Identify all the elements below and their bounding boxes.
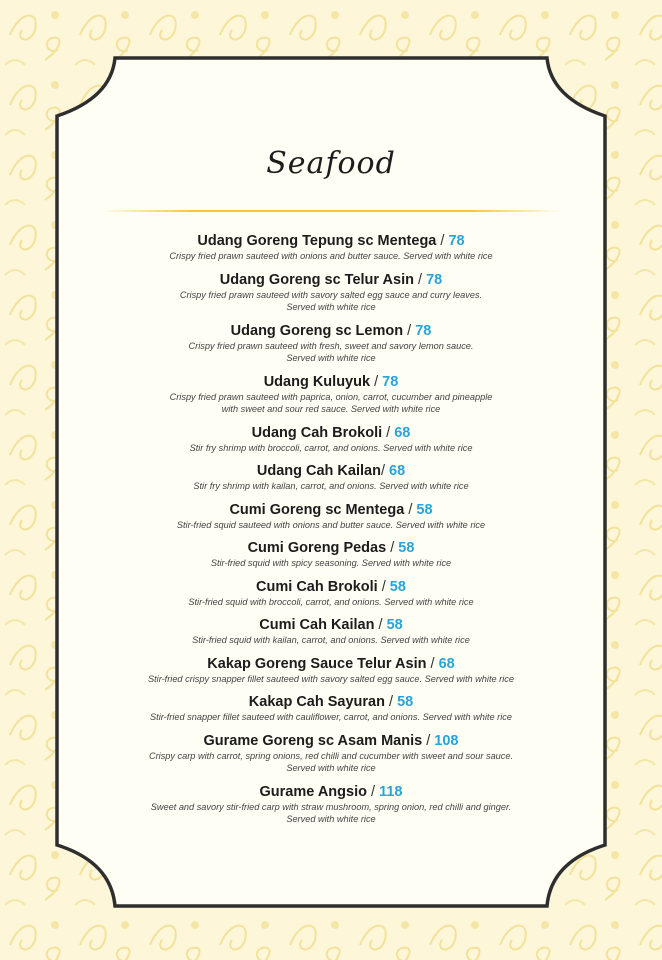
description-line: Crispy carp with carrot, spring onions, red chilli and cucumber with sweet and sour sauce. [148, 750, 514, 761]
menu-item-name: Udang Goreng sc Telur Asin [219, 271, 414, 288]
description-line: Crispy fried prawn sauteed with paprica, onion, carrot, cucumber and pineapple [169, 391, 493, 402]
menu-item [60, 322, 602, 365]
menu-item-name: Udang Cah Brokoli [251, 424, 383, 441]
menu-item-price: 58 [389, 578, 406, 595]
description-line: Stir-fried squid with broccoli, carrot, and onions. Served with white rice [188, 596, 474, 607]
menu-item-heading [60, 539, 602, 557]
menu-item [60, 732, 602, 775]
description-line: Stir fry shrimp with kailan, carrot, and onions. Served with white rice [193, 481, 469, 491]
menu-item-heading [60, 655, 602, 673]
menu-item-description [60, 557, 602, 570]
description-line: Stir-fried squid with spicy seasoning. Served with white rice [210, 558, 452, 568]
price-separator: / [422, 732, 435, 749]
menu-item-description [60, 289, 602, 314]
price-separator: / [377, 578, 390, 595]
price-separator: / [370, 373, 383, 390]
description-line: Served with white rice [286, 814, 376, 824]
menu-item-name: Kakap Cah Sayuran [248, 694, 385, 710]
menu-item-price: 58 [397, 694, 414, 710]
description-line: Crispy fried prawn sauteed with fresh, sweet and savory lemon sauce. [188, 340, 474, 351]
menu-item [60, 655, 602, 686]
price-separator: / [374, 617, 387, 633]
description-line: Served with white rice [286, 763, 376, 773]
title-divider [100, 210, 562, 212]
menu-item-heading [60, 373, 602, 391]
price-separator: / [404, 501, 417, 518]
menu-item-name: Cumi Goreng sc Mentega [229, 501, 405, 518]
menu-item [60, 616, 602, 647]
menu-item-price: 68 [394, 424, 411, 441]
menu-item-price: 58 [416, 501, 433, 518]
menu-item-heading [60, 693, 602, 711]
menu-item-price: 118 [379, 783, 403, 800]
menu-item-name: Cumi Cah Kailan [259, 617, 375, 633]
menu-item-heading [60, 783, 602, 801]
menu-item-description [60, 711, 602, 724]
menu-item-name: Kakap Goreng Sauce Telur Asin [207, 655, 427, 672]
menu-item [60, 424, 602, 455]
description-line: Served with white rice [286, 353, 376, 363]
menu-item-price: 78 [448, 233, 465, 249]
menu-item [60, 783, 602, 826]
description-line: Crispy fried prawn sauteed with onions and butter sauce. Served with white rice [169, 251, 493, 261]
menu-item-price: 78 [382, 373, 399, 390]
menu-item-name: Udang Goreng sc Lemon [230, 322, 404, 339]
menu-item-name: Udang Cah Kailan [256, 463, 381, 479]
price-separator: / [380, 463, 389, 479]
menu-item-description [60, 391, 602, 416]
description-line: with sweet and sour red sauce. Served with white rice [221, 404, 441, 414]
description-line: Sweet and savory stir-fried carp with straw mushroom, spring onion, red chilli and ginger. [150, 801, 512, 812]
menu-item-price: 68 [438, 655, 455, 672]
menu-item [60, 271, 602, 314]
price-separator: / [386, 540, 399, 556]
menu-item-heading [60, 424, 602, 442]
menu-item-name: Udang Kuluyuk [263, 373, 371, 390]
menu-item-description [60, 519, 602, 532]
menu-item [60, 501, 602, 532]
menu-item-heading [60, 322, 602, 340]
description-line: Crispy fried prawn sauteed with savory salted egg sauce and curry leaves. [179, 289, 483, 300]
menu-item-heading [60, 732, 602, 750]
menu-item-heading [60, 501, 602, 519]
description-line: Stir fry shrimp with broccoli, carrot, and onions. Served with white rice [189, 442, 473, 453]
price-separator: / [366, 783, 380, 800]
price-separator: / [384, 694, 398, 710]
price-separator: / [436, 233, 449, 249]
menu-section-title: Seafood [266, 146, 396, 181]
menu-item-price: 68 [389, 463, 406, 479]
menu-item-description [60, 750, 602, 775]
description-line: Stir-fried squid with kailan, carrot, and onions. Served with white rice [192, 635, 470, 645]
menu-item [60, 373, 602, 416]
price-separator: / [413, 271, 427, 288]
menu-item-price: 108 [434, 732, 459, 749]
menu-item-price: 78 [415, 322, 432, 339]
menu-item-description [60, 250, 602, 263]
menu-item-description [60, 480, 602, 493]
menu-item [60, 539, 602, 570]
description-line: Served with white rice [286, 302, 376, 312]
menu-item-name: Udang Goreng Tepung sc Mentega [197, 233, 437, 249]
menu-item-price: 58 [398, 540, 415, 556]
menu-item-description [60, 673, 602, 686]
menu-item-description [60, 634, 602, 647]
price-separator: / [426, 655, 439, 672]
menu-item-name: Gurame Goreng sc Asam Manis [203, 732, 423, 749]
menu-item-description [60, 801, 602, 826]
menu-item-description [60, 596, 602, 609]
menu-item-heading [60, 271, 602, 289]
description-line: Stir-fried crispy snapper fillet sauteed with savory salted egg sauce. Served with white rice [148, 673, 514, 684]
menu-item-name: Gurame Angsio [259, 783, 367, 800]
menu-item-heading [60, 616, 602, 634]
menu-item-price: 78 [426, 271, 443, 288]
menu-item-name: Cumi Goreng Pedas [247, 540, 387, 556]
menu-item [60, 462, 602, 493]
menu-item [60, 693, 602, 724]
menu-item-name: Cumi Cah Brokoli [256, 578, 378, 595]
menu-item-heading [60, 578, 602, 596]
price-separator: / [403, 322, 416, 339]
menu-list [60, 232, 602, 834]
menu-item-heading [60, 462, 602, 480]
price-separator: / [382, 424, 395, 441]
menu-page [60, 0, 602, 960]
menu-item-description [60, 340, 602, 365]
description-line: Stir-fried snapper fillet sauteed with cauliflower, carrot, and onions. Served with white rice [150, 712, 512, 722]
menu-item [60, 578, 602, 609]
menu-item-price: 58 [386, 617, 403, 633]
menu-item [60, 232, 602, 263]
description-line: Stir-fried squid sauteed with onions and butter sauce. Served with white rice [176, 519, 486, 530]
menu-item-heading [60, 232, 602, 250]
menu-item-description [60, 442, 602, 455]
